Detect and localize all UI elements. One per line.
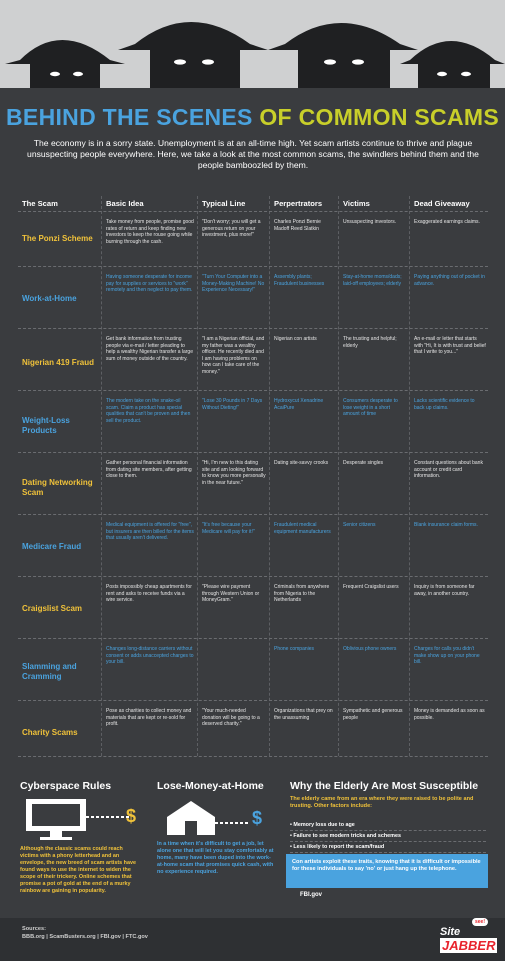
- giveaway-cell: An e-mail or letter that starts with "Hi, It is with trust and belief that I write to you...": [414, 336, 486, 356]
- list-item: • Less likely to report the scam/fraud: [290, 842, 486, 853]
- list-item: • Failure to see modern tricks and schemes: [290, 831, 486, 842]
- elderly-title: Why the Elderly Are Most Susceptible: [290, 780, 479, 792]
- table-row: [0, 211, 505, 266]
- page-title: [0, 104, 505, 131]
- giveaway-cell: Paying anything out of pocket in advance.: [414, 274, 485, 287]
- scam-name: Slamming and Cramming: [22, 662, 77, 681]
- house-icon: [157, 797, 267, 837]
- scam-name: Work-at-Home: [22, 294, 77, 303]
- basic-idea-cell: The modern take on the snake-oil scam. Claim a product has special qualities that can't be proven and then sell the product.: [106, 398, 191, 424]
- table-row: [0, 638, 505, 700]
- perpetrators-cell: Nigerian con artists: [274, 336, 317, 342]
- sources-list: BBB.org | ScamBusters.org | FBI.gov | FTC.gov: [22, 934, 148, 940]
- table-row: [0, 266, 505, 328]
- header-victims: Victims: [343, 199, 370, 208]
- lose-money-title: Lose-Money-at-Home: [157, 780, 264, 792]
- victims-cell: Senior citizens: [343, 522, 376, 528]
- table-row: [0, 328, 505, 390]
- computer-icon: [20, 797, 142, 843]
- table-header: [0, 196, 505, 212]
- header-scam: The Scam: [22, 199, 58, 208]
- basic-idea-cell: Gather personal financial information from dating site members, after getting close to them.: [106, 460, 192, 480]
- basic-idea-cell: Changes long-distance carriers without consent or adds unaccepted charges to your bill.: [106, 646, 194, 666]
- elderly-source: FBI.gov: [300, 892, 322, 898]
- hat-figures-illustration: [0, 0, 505, 96]
- header-illustration: [0, 0, 505, 96]
- basic-idea-cell: Get bank information from trusting people via e-mail / letter pleading to help a wealthy Nigerian transfer a large sum of money outside of the country.: [106, 336, 193, 362]
- giveaway-cell: Charges for calls you didn't make show up on your phone bill.: [414, 646, 480, 666]
- giveaway-cell: Lacks scientific evidence to back up claims.: [414, 398, 475, 411]
- victims-cell: Oblivious phone owners: [343, 646, 397, 652]
- typical-line-cell: "I am a Nigerian official, and my father was a wealthy officer. He recently died and I am having problems on how can I take care of the money.": [202, 336, 265, 375]
- perpetrators-cell: Fraudulent medical equipment manufacturers: [274, 522, 331, 535]
- scam-name: Craigslist Scam: [22, 604, 83, 613]
- victims-cell: Desperate singles: [343, 460, 384, 466]
- perpetrators-cell: Dating site-savvy crooks: [274, 460, 329, 466]
- table-row: [0, 514, 505, 576]
- typical-line-cell: "Hi, I'm new to this dating site and am looking forward to know you more personally in the near future.": [202, 460, 266, 486]
- victims-cell: Frequent Craigslist users: [343, 584, 399, 590]
- typical-line-cell: "It's free because your Medicare will pay for it!": [202, 522, 255, 535]
- lose-money-text: In a time when it's difficult to get a job, let alone one that will let you stay comfortably at home, many have been duped into the work-at-home scam that promises quick cash, with no experience required.: [157, 841, 274, 875]
- perpetrators-cell: Phone companies: [274, 646, 315, 652]
- giveaway-cell: Blank insurance claim forms.: [414, 522, 478, 528]
- scam-name: Nigerian 419 Fraud: [22, 358, 95, 367]
- typical-line-cell: "Please wire payment through Western Union or MoneyGram.": [202, 584, 260, 604]
- basic-idea-cell: Posts impossibly cheap apartments for rent and asks to receive funds via a wire service.: [106, 584, 192, 604]
- scam-name: Charity Scams: [22, 728, 78, 737]
- logo-bubble: see!: [472, 918, 488, 926]
- list-item: • Memory loss due to age: [290, 820, 486, 831]
- giveaway-cell: Exaggerated earnings claims.: [414, 219, 480, 225]
- header-perpetrators: Perpertrators: [274, 199, 323, 208]
- elderly-factors-list: [290, 820, 486, 853]
- header-basic-idea: Basic Idea: [106, 199, 144, 208]
- victims-cell: Consumers desperate to lose weight in a short amount of time: [343, 398, 398, 418]
- typical-line-cell: "Lose 30 Pounds in 7 Days Without Dieting!": [202, 398, 263, 411]
- scam-name: Dating Networking Scam: [22, 478, 93, 497]
- sitejabber-logo: [440, 918, 500, 958]
- perpetrators-cell: Assembly plants; Fraudulent businesses: [274, 274, 325, 287]
- cyberspace-title: Cyberspace Rules: [20, 780, 112, 792]
- basic-idea-cell: Medical equipment is offered for "free", but insurers are then billed for the items that usually aren't delivered.: [106, 522, 194, 542]
- scam-name: Medicare Fraud: [22, 542, 82, 551]
- basic-idea-cell: Having someone desperate for income pay for supplies or services to "work" remotely and then neglect to pay them.: [106, 274, 193, 294]
- perpetrators-cell: Organizations that prey on the unassuming: [274, 708, 333, 721]
- header-dead-giveaway: Dead Giveaway: [414, 199, 470, 208]
- basic-idea-cell: Pose as charities to collect money and materials that are kept or re-sold for profit.: [106, 708, 192, 728]
- table-row: [0, 390, 505, 452]
- intro-text: The economy is in a sorry state. Unemployment is at an all-time high. Yet scam artists continue to thrive and plague unsuspecting people everywhere. Here, we take a look at the most common scams, the swindlers behind them and the people bamboozled by them.: [27, 138, 479, 170]
- row-divider: [18, 756, 488, 757]
- victims-cell: Unsuspecting investors.: [343, 219, 397, 225]
- basic-idea-cell: Take money from people, promise good rates of return and keep finding new investors to keep the rouse going while burning through the cash.: [106, 219, 194, 245]
- scam-name: The Ponzi Scheme: [22, 234, 93, 243]
- giveaway-cell: Constant questions about bank account or credit card information.: [414, 460, 483, 480]
- giveaway-cell: Inquiry is from someone far away, in another country.: [414, 584, 475, 597]
- elderly-callout: Con artists exploit these traits, knowing that it is difficult or impossible for these individuals to say 'no' or just hang up the telephone.: [286, 854, 488, 888]
- victims-cell: The trusting and helpful; elderly: [343, 336, 397, 349]
- victims-cell: Stay-at-home moms/dads; laid-off employees; elderly: [343, 274, 402, 287]
- giveaway-cell: Money is demanded as soon as possible.: [414, 708, 485, 721]
- scam-name: Weight-Loss Products: [22, 416, 70, 435]
- sources: [22, 925, 148, 941]
- title-part-1: BEHIND THE SCENES: [6, 104, 253, 130]
- title-part-3: COMMON SCAMS: [298, 104, 499, 130]
- dollar-icon: $: [252, 808, 263, 828]
- table-row: [0, 576, 505, 638]
- elderly-subtitle: The elderly came from an era where they were raised to be polite and trusting. Other factors include:: [290, 796, 474, 810]
- sources-label: Sources:: [22, 926, 46, 932]
- logo-site-text: Site: [440, 926, 461, 938]
- dollar-icon: $: [126, 806, 137, 826]
- perpetrators-cell: Charles Ponzi Bernie Madoff Reed Slatkin: [274, 219, 321, 232]
- table-row: [0, 452, 505, 514]
- perpetrators-cell: Hydroxycut Xenadrine AcaiPure: [274, 398, 324, 411]
- title-part-2: OF: [259, 104, 292, 130]
- logo-jabber-text: JABBER: [442, 938, 496, 953]
- cyberspace-text: Although the classic scams could reach victims with a phony letterhead and an envelope, the new breed of scam artists have found ways to use the internet to widen the scope of their trickery. Online schemes that promise a pot of gold at the end of a murky rainbow are gaining in popularity.: [20, 846, 136, 894]
- perpetrators-cell: Criminals from anywhere from Nigeria to the Netherlands: [274, 584, 330, 604]
- victims-cell: Sympathetic and generous people: [343, 708, 403, 721]
- header-typical-line: Typical Line: [202, 199, 246, 208]
- typical-line-cell: "Don't worry; you will get a generous return on your investment, plus more!": [202, 219, 261, 239]
- typical-line-cell: "Turn Your Computer into a Money-Making Machine! No Experience Necessary!": [202, 274, 265, 294]
- table-row: [0, 700, 505, 756]
- typical-line-cell: "Your much-needed donation will be going to a deserved charity.": [202, 708, 260, 728]
